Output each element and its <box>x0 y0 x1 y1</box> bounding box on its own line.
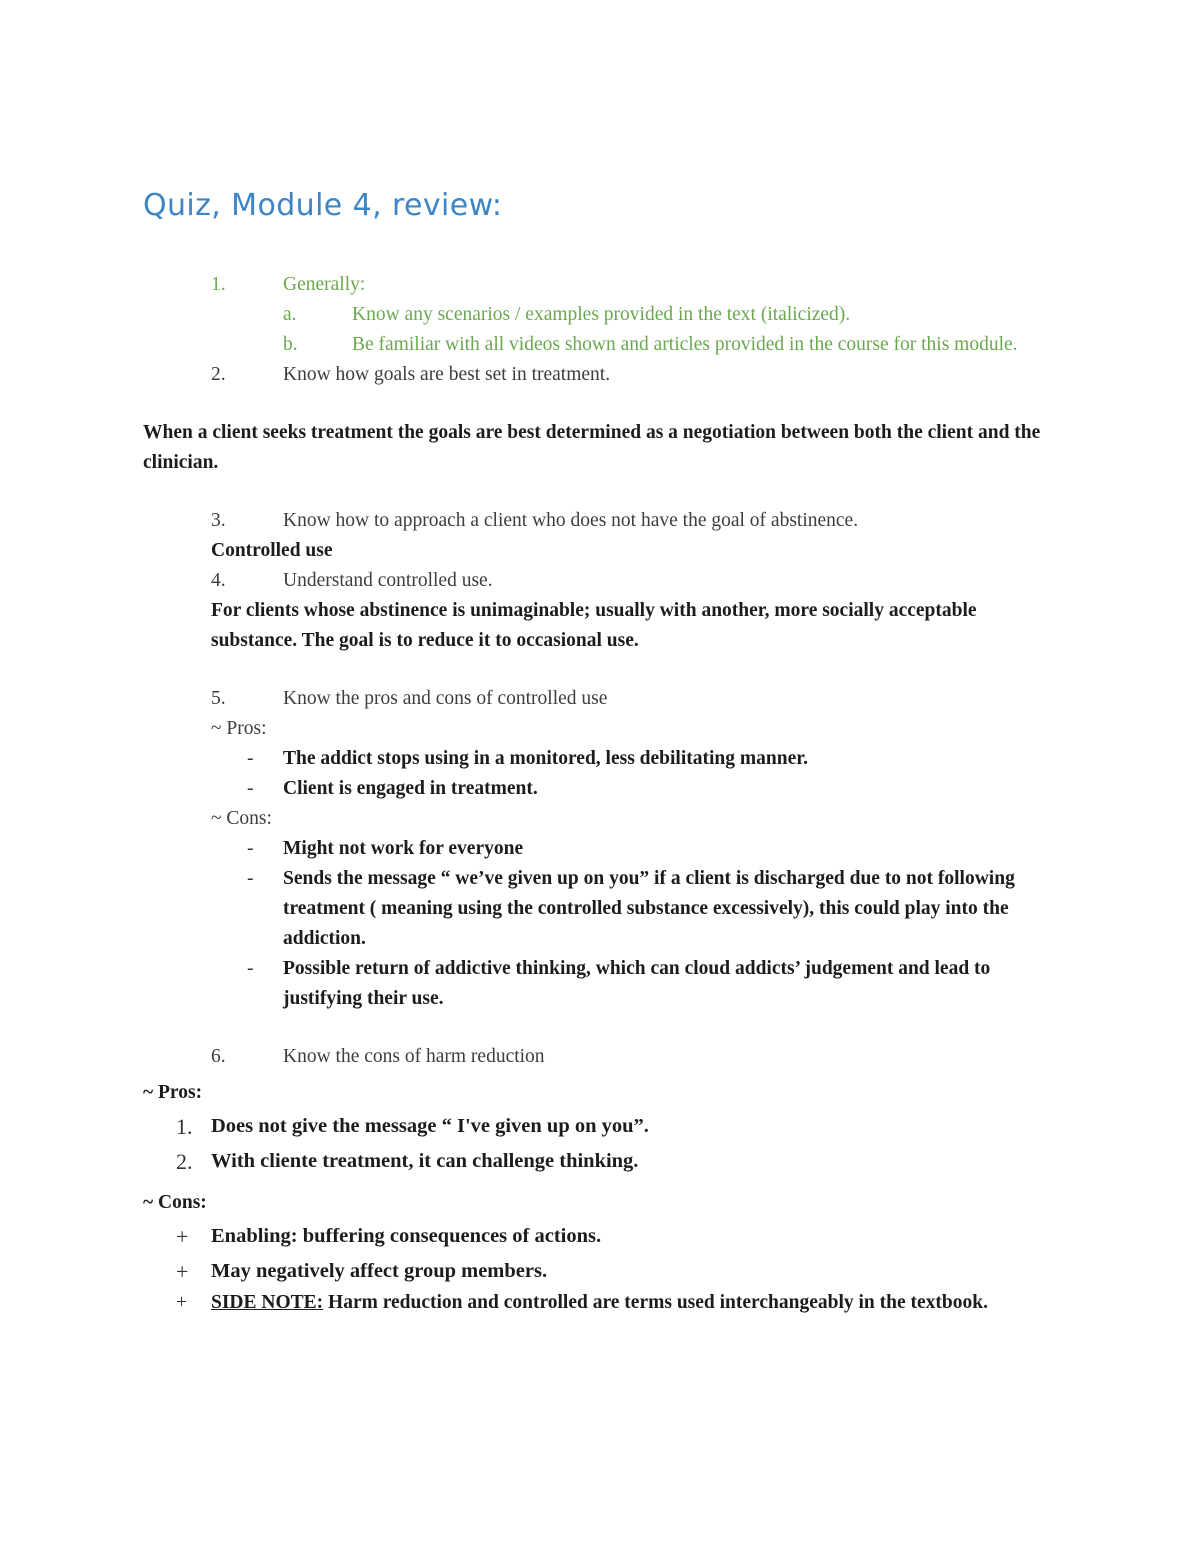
list-item <box>247 774 1058 804</box>
paragraph: For clients whose abstinence is unimaginable; usually with another, more socially acceptable substance. The goal is to reduce it to occasional use. <box>211 600 977 651</box>
list-marker: 4. <box>211 570 226 591</box>
list-item <box>176 1145 1058 1178</box>
list-item <box>247 864 1058 954</box>
list-marker: 3. <box>211 510 226 531</box>
list-item-text: Understand controlled use. <box>283 570 493 591</box>
list-item-text: Enabling: buffering consequences of actions. <box>211 1225 602 1247</box>
list-item-text: Generally: <box>283 274 366 295</box>
list-marker: 2. <box>211 364 226 385</box>
list-item-text: Sends the message “ we’ve given up on you” if a client is discharged due to not following treatment ( meaning using the controlled substance excessively), this could play into the addiction. <box>283 868 1015 949</box>
list-item-text: Know how goals are best set in treatment. <box>283 364 611 385</box>
paragraph: ~ Cons: <box>143 1192 207 1213</box>
side-note-label: SIDE NOTE: <box>211 1292 324 1313</box>
list-item-text: Know the pros and cons of controlled use <box>283 688 608 709</box>
list-marker: 1. <box>211 274 226 295</box>
list-item-text: Know how to approach a client who does not have the goal of abstinence. <box>283 510 859 531</box>
list-item <box>247 744 1058 774</box>
document-title: Quiz, Module 4, review: <box>143 188 503 223</box>
list-marker: + <box>176 1259 189 1284</box>
list-item-text: Does not give the message “ I've given up on you”. <box>211 1115 649 1137</box>
list-item <box>247 954 1058 1014</box>
list-item <box>176 1288 1058 1318</box>
side-note-text: Harm reduction and controlled are terms used interchangeably in the textbook. <box>323 1292 988 1313</box>
list-item-text: Be familiar with all videos shown and articles provided in the course for this module. <box>352 334 1018 355</box>
list-item-text: The addict stops using in a monitored, less debilitating manner. <box>283 748 808 769</box>
paragraph: When a client seeks treatment the goals are best determined as a negotiation between both the client and the clinician. <box>143 422 1041 473</box>
paragraph: ~ Cons: <box>211 808 272 829</box>
document-content <box>143 188 1058 1318</box>
list-marker: + <box>176 1292 187 1313</box>
list-item-text: Possible return of addictive thinking, which can cloud addicts’ judgement and lead to justifying their use. <box>283 958 991 1009</box>
list-item <box>211 1042 1058 1072</box>
list-item <box>176 1220 1058 1253</box>
list-marker: 5. <box>211 688 226 709</box>
list-marker: 1. <box>176 1114 193 1139</box>
list-marker: a. <box>283 304 297 325</box>
list-item <box>283 300 1058 330</box>
list-marker: - <box>247 748 254 769</box>
list-marker: 2. <box>176 1149 193 1174</box>
paragraph: Controlled use <box>211 540 333 561</box>
list-item-text: Know any scenarios / examples provided in the text (italicized). <box>352 304 851 325</box>
list-item <box>211 566 1058 596</box>
list-item-text: Client is engaged in treatment. <box>283 778 538 799</box>
list-marker: b. <box>283 334 298 355</box>
list-marker: - <box>247 838 254 859</box>
list-item-text: With cliente treatment, it can challenge thinking. <box>211 1150 639 1172</box>
list-item-text: May negatively affect group members. <box>211 1260 548 1282</box>
list-item <box>211 506 1058 536</box>
list-marker: - <box>247 958 254 979</box>
list-item <box>283 330 1058 360</box>
list-item <box>211 684 1058 714</box>
list-marker: + <box>176 1224 189 1249</box>
list-marker: - <box>247 868 254 889</box>
list-item <box>211 270 1058 300</box>
list-item <box>247 834 1058 864</box>
list-item <box>176 1110 1058 1143</box>
list-item <box>211 360 1058 390</box>
list-item-text: Might not work for everyone <box>283 838 524 859</box>
list-item-text <box>211 1288 1058 1318</box>
list-marker: 6. <box>211 1046 226 1067</box>
list-marker: - <box>247 778 254 799</box>
list-item-text: Know the cons of harm reduction <box>283 1046 545 1067</box>
paragraph: ~ Pros: <box>211 718 267 739</box>
paragraph: ~ Pros: <box>143 1082 203 1103</box>
list-item <box>176 1255 1058 1288</box>
